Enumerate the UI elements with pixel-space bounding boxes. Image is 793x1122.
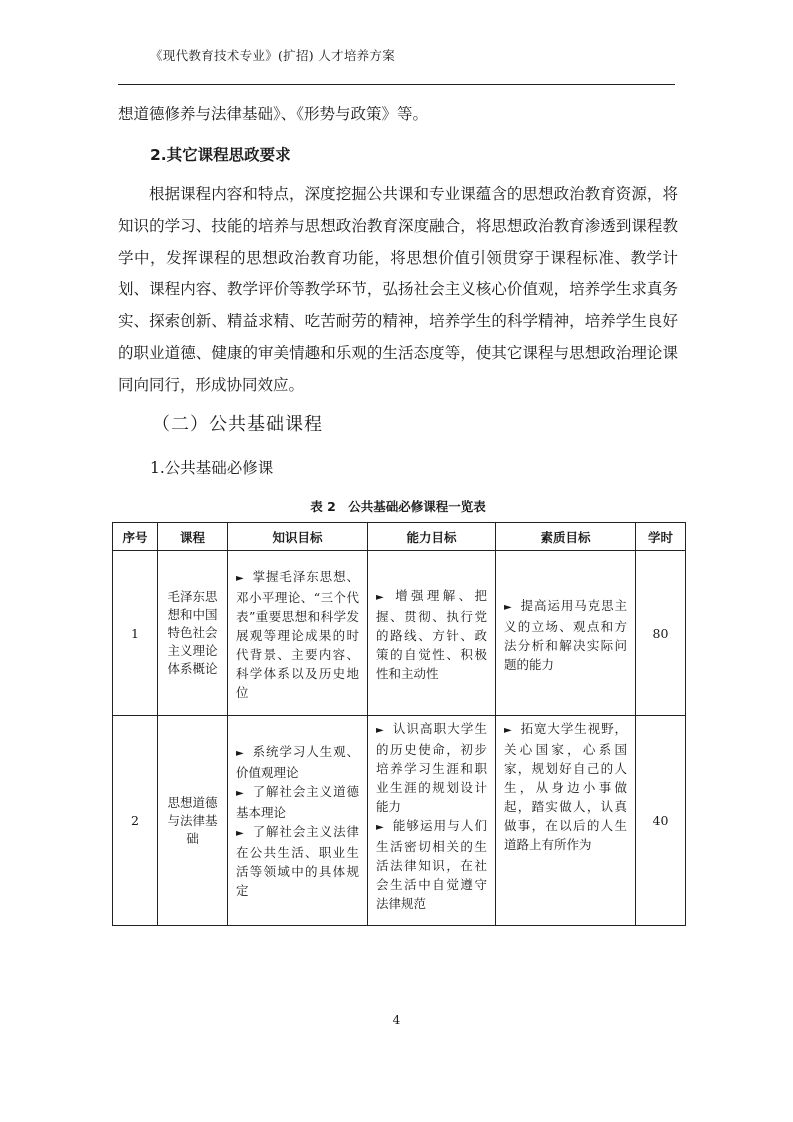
sub-section-heading: 1.公共基础必修课 <box>150 459 274 477</box>
course-hours: 40 <box>636 716 686 926</box>
page-number: 4 <box>392 1013 401 1027</box>
goal-item: ► 能够运用与人们生活密切相关的生活法律知识，在社会生活中自觉遵守法律规范 <box>376 818 487 911</box>
goal-item: ► 拓宽大学生视野，关心国家，心系国家，规划好自己的人生，从身边小事做起，踏实做人，认真做事，在以后的人生道路上有所作为 <box>504 721 627 852</box>
goal-item: ► 系统学习人生观、价值观理论 <box>236 743 359 780</box>
bullet-triangle-icon: ► <box>376 822 384 833</box>
course-name: 思想道德与法律基础 <box>158 716 228 926</box>
bullet-triangle-icon: ► <box>504 601 512 613</box>
bullet-triangle-icon: ► <box>236 827 244 839</box>
bullet-triangle-icon: ► <box>504 725 512 736</box>
bullet-triangle-icon: ► <box>376 592 384 603</box>
course-hours: 80 <box>636 551 686 716</box>
header-rule <box>118 84 675 85</box>
header-cell: 课程 <box>158 523 228 551</box>
row-number: 1 <box>113 551 158 716</box>
goal-item: ► 增强理解、把握、贯彻、执行党的路线、方针、政策的自觉性、积极性和主动性 <box>376 588 487 681</box>
subheading-other-courses: 2.其它课程思政要求 <box>150 146 291 164</box>
bullet-triangle-icon: ► <box>236 787 244 799</box>
bullet-triangle-icon: ► <box>236 573 244 584</box>
goal-item: ► 提高运用马克思主义的立场、观点和方法分析和解决实际问题的能力 <box>504 597 627 672</box>
ability-goals <box>368 551 496 716</box>
bullet-triangle-icon: ► <box>236 747 244 759</box>
table-row <box>113 716 686 926</box>
header-cell: 能力目标 <box>368 523 496 551</box>
goal-item: ► 了解社会主义法律在公共生活、职业生活等领域中的具体规定 <box>236 823 359 898</box>
header-cell: 序号 <box>113 523 158 551</box>
knowledge-goals <box>228 716 368 926</box>
header-cell: 知识目标 <box>228 523 368 551</box>
row-number: 2 <box>113 716 158 926</box>
running-header: 《现代教育技术专业》(扩招) 人才培养方案 <box>150 48 396 63</box>
ability-goals <box>368 716 496 926</box>
section-heading: （二）公共基础课程 <box>152 414 323 435</box>
table-header-row <box>113 523 686 551</box>
goal-item: ► 认识高职大学生的历史使命，初步培养学习生涯和职业生涯的规划设计能力 <box>376 721 487 814</box>
quality-goals <box>496 716 636 926</box>
goal-item: ► 了解社会主义道德基本理论 <box>236 783 359 820</box>
bullet-triangle-icon: ► <box>376 725 384 736</box>
knowledge-goals <box>228 551 368 716</box>
quality-goals <box>496 551 636 716</box>
table-caption: 表 2 公共基础必修课程一览表 <box>310 499 486 514</box>
header-cell: 学时 <box>636 523 686 551</box>
table-row <box>113 551 686 716</box>
goal-item: ► 掌握毛泽东思想、邓小平理论、“三个代表”重要思想和科学发展观等理论成果的时代背景、主要内容、科学体系以及历史地位 <box>236 569 359 700</box>
header-cell: 素质目标 <box>496 523 636 551</box>
course-table <box>112 522 686 926</box>
course-name: 毛泽东思想和中国特色社会主义理论体系概论 <box>158 551 228 716</box>
body-paragraph: 根据课程内容和特点，深度挖掘公共课和专业课蕴含的思想政治教育资源，将知识的学习、技能的培养与思想政治教育深度融合，将思想政治教育渗透到课程教学中，发挥课程的思想政治教育功能，将思想价值引领贯穿于课程标准、教学计划、课程内容、教学评价等教学环节，弘扬社会主义核心价值观，培养学生求真务实、探索创新、精益求精、吃苦耐劳的精神，培养学生的科学精神，培养学生良好的职业道德、健康的审美情趣和乐观的生活态度等，使其它课程与思想政治理论课同向同行，形成协同效应。 <box>118 185 678 394</box>
continued-line: 想道德修养与法律基础》、《形势与政策》等。 <box>118 105 429 123</box>
